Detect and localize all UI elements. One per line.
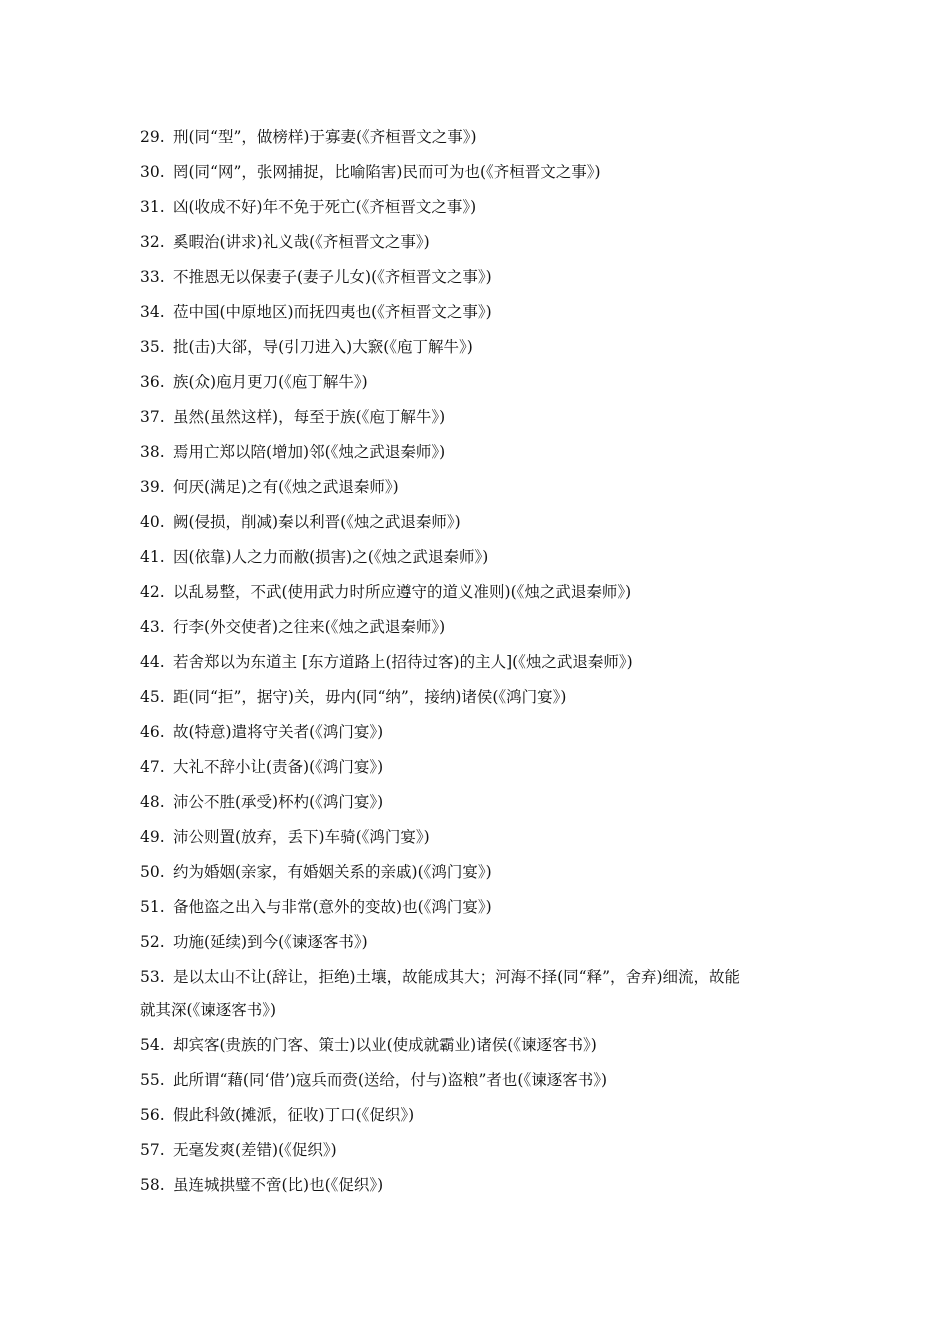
item-number: 58. <box>140 1176 165 1194</box>
item-number: 51. <box>140 898 165 916</box>
item-text: 距(同“拒”，据守)关，毋内(同“纳”，接纳)诸侯(《鸿门宴》) <box>173 688 567 706</box>
item-number: 49. <box>140 828 165 846</box>
item-text: 约为婚姻(亲家，有婚姻关系的亲戚)(《鸿门宴》) <box>173 863 492 881</box>
item-text: 却宾客(贵族的门客、策士)以业(使成就霸业)诸侯(《谏逐客书》) <box>173 1036 597 1054</box>
list-item <box>140 540 830 575</box>
item-text: 大礼不辞小让(责备)(《鸿门宴》) <box>173 758 384 776</box>
list-item <box>140 575 830 610</box>
item-number: 41. <box>140 548 165 566</box>
item-number: 46. <box>140 723 165 741</box>
annotation-list <box>140 120 830 1203</box>
list-item <box>140 260 830 295</box>
list-item <box>140 645 830 680</box>
list-item <box>140 435 830 470</box>
item-text: 族(众)庖月更刀(《庖丁解牛》) <box>173 373 368 391</box>
item-number: 52. <box>140 933 165 951</box>
item-number: 35. <box>140 338 165 356</box>
item-text-continuation: 就其深(《谏逐客书》) <box>140 1001 277 1019</box>
item-number: 47. <box>140 758 165 776</box>
item-text: 虽连城拱璧不啻(比)也(《促织》) <box>173 1176 384 1194</box>
list-item <box>140 120 830 155</box>
item-number: 45. <box>140 688 165 706</box>
list-item <box>140 610 830 645</box>
item-number: 38. <box>140 443 165 461</box>
item-text: 无毫发爽(差错)(《促织》) <box>173 1141 337 1159</box>
item-text: 莅中国(中原地区)而抚四夷也(《齐桓晋文之事》) <box>173 303 492 321</box>
list-item <box>140 225 830 260</box>
item-text: 备他盗之出入与非常(意外的变故)也(《鸿门宴》) <box>173 898 492 916</box>
item-number: 43. <box>140 618 165 636</box>
item-number: 34. <box>140 303 165 321</box>
item-number: 39. <box>140 478 165 496</box>
list-item <box>140 925 830 960</box>
list-item <box>140 155 830 190</box>
list-item <box>140 750 830 785</box>
item-text: 此所谓“藉(同‘借’)寇兵而赍(送给，付与)盗粮”者也(《谏逐客书》) <box>173 1071 607 1089</box>
list-item <box>140 1168 830 1203</box>
item-number: 37. <box>140 408 165 426</box>
list-item <box>140 1028 830 1063</box>
item-number: 55. <box>140 1071 165 1089</box>
item-number: 30. <box>140 163 165 181</box>
list-item <box>140 295 830 330</box>
list-item <box>140 190 830 225</box>
list-item <box>140 365 830 400</box>
item-number: 29. <box>140 128 165 146</box>
item-text: 以乱易整，不武(使用武力时所应遵守的道义准则)(《烛之武退秦师》) <box>173 583 632 601</box>
item-text: 行李(外交使者)之往来(《烛之武退秦师》) <box>173 618 446 636</box>
item-number: 33. <box>140 268 165 286</box>
item-number: 44. <box>140 653 165 671</box>
item-text: 不推恩无以保妻子(妻子儿女)(《齐桓晋文之事》) <box>173 268 492 286</box>
list-item <box>140 715 830 750</box>
list-item <box>140 820 830 855</box>
item-number: 57. <box>140 1141 165 1159</box>
item-text: 虽然(虽然这样)，每至于族(《庖丁解牛》) <box>173 408 446 426</box>
item-number: 48. <box>140 793 165 811</box>
item-text: 假此科敛(摊派，征收)丁口(《促织》) <box>173 1106 415 1124</box>
item-number: 32. <box>140 233 165 251</box>
item-number: 42. <box>140 583 165 601</box>
item-text: 是以太山不让(辞让，拒绝)土壤，故能成其大；河海不择(同“释”，舍弃)细流，故能 <box>173 968 741 986</box>
list-item <box>140 505 830 540</box>
list-item <box>140 680 830 715</box>
item-number: 50. <box>140 863 165 881</box>
list-item <box>140 470 830 505</box>
item-text: 阙(侵损，削减)秦以利晋(《烛之武退秦师》) <box>173 513 461 531</box>
item-number: 53. <box>140 968 165 986</box>
list-item <box>140 890 830 925</box>
item-text: 若舍郑以为东道主 [东方道路上(招待过客)的主人](《烛之武退秦师》) <box>173 653 633 671</box>
item-text: 奚暇治(讲求)礼义哉(《齐桓晋文之事》) <box>173 233 430 251</box>
list-item <box>140 855 830 890</box>
item-text: 何厌(满足)之有(《烛之武退秦师》) <box>173 478 399 496</box>
list-item <box>140 330 830 365</box>
item-text: 凶(收成不好)年不免于死亡(《齐桓晋文之事》) <box>173 198 477 216</box>
list-item <box>140 1133 830 1168</box>
list-item <box>140 1063 830 1098</box>
item-text: 焉用亡郑以陪(增加)邻(《烛之武退秦师》) <box>173 443 446 461</box>
item-text: 批(击)大郤，导(引刀进入)大窾(《庖丁解牛》) <box>173 338 473 356</box>
item-number: 40. <box>140 513 165 531</box>
item-number: 54. <box>140 1036 165 1054</box>
item-text: 因(依靠)人之力而敝(损害)之(《烛之武退秦师》) <box>173 548 489 566</box>
item-number: 36. <box>140 373 165 391</box>
item-text: 沛公不胜(承受)杯杓(《鸿门宴》) <box>173 793 384 811</box>
list-item <box>140 1098 830 1133</box>
item-number: 31. <box>140 198 165 216</box>
list-item <box>140 961 830 1027</box>
item-text: 刑(同“型”，做榜样)于寡妻(《齐桓晋文之事》) <box>173 128 477 146</box>
list-item <box>140 400 830 435</box>
item-text: 沛公则置(放弃，丢下)车骑(《鸿门宴》) <box>173 828 430 846</box>
list-item <box>140 785 830 820</box>
item-number: 56. <box>140 1106 165 1124</box>
item-text: 功施(延续)到今(《谏逐客书》) <box>173 933 368 951</box>
item-text: 罔(同“网”，张网捕捉，比喻陷害)民而可为也(《齐桓晋文之事》) <box>173 163 601 181</box>
item-text: 故(特意)遣将守关者(《鸿门宴》) <box>173 723 384 741</box>
